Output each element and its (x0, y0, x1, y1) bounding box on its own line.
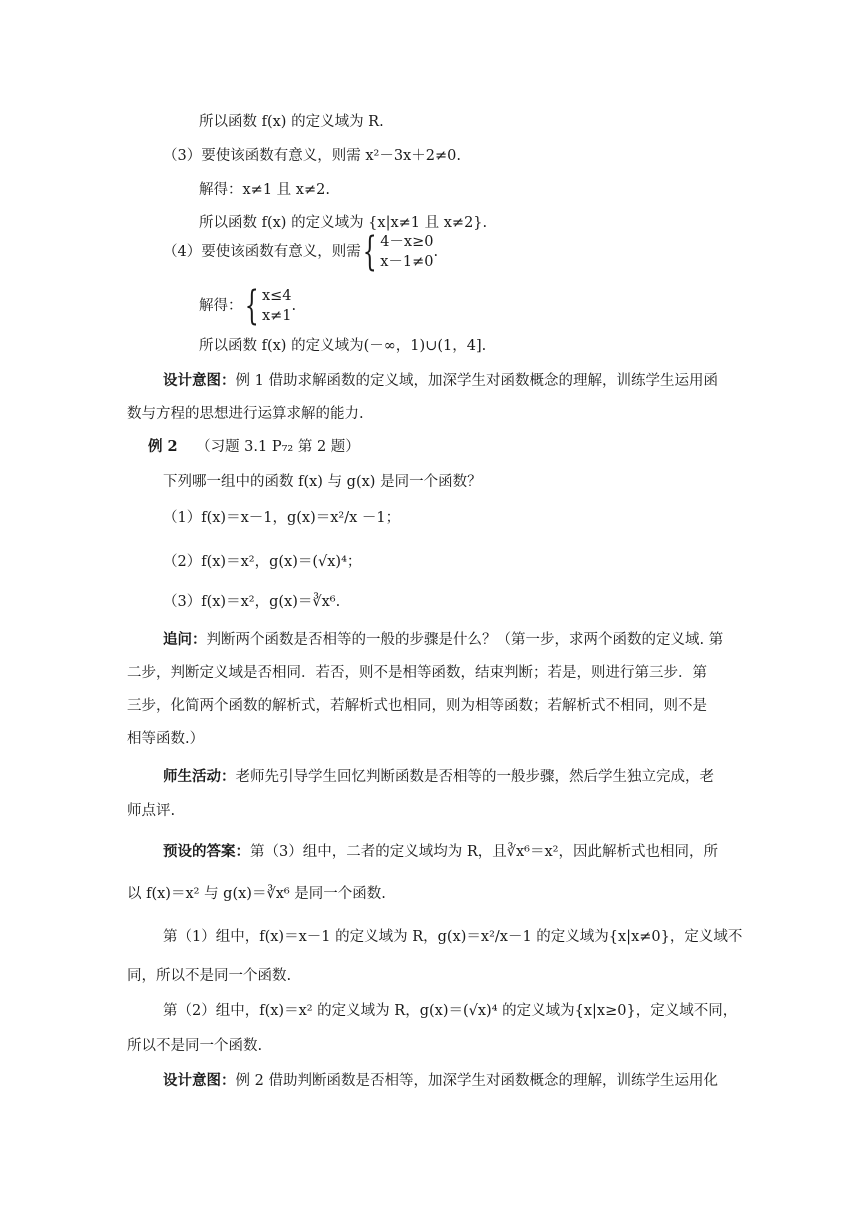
solve-4-prefix: 解得： (199, 298, 243, 314)
follow-up-text: 判断两个函数是否相等的一般的步骤是什么？（第一步，求两个函数的定义域. 第 (206, 632, 724, 648)
system-of-conditions (380, 232, 433, 272)
line-solve-4: 解得：{ x≤4 x≠1 . (199, 283, 297, 329)
question-3: （3）f(x)＝x²，g(x)＝∛x⁶. (163, 594, 341, 610)
design-intent-label: 设计意图： (163, 372, 236, 389)
design-intent-text: 例 1 借助求解函数的定义域，加深学生对函数概念的理解，训练学生运用函 (235, 373, 718, 389)
condition-bottom: x－1≠0 (380, 254, 434, 270)
question-2: （2）f(x)＝x²，g(x)＝(√x)⁴； (163, 554, 362, 570)
answer-text: 第（3）组中，二者的定义域均为 R，且∛x⁶＝x²，因此解析式也相同，所 (250, 844, 718, 860)
design-intent-2-label: 设计意图： (163, 1072, 236, 1089)
example-label: 例 2 (148, 438, 178, 455)
follow-up-1 (163, 630, 723, 650)
line-item-3: （3）要使该函数有意义，则需 x²－3x＋2≠0. (163, 148, 461, 164)
left-brace-icon: { (244, 283, 259, 329)
activity-2: 师点评. (127, 803, 176, 819)
line-domain-r: 所以函数 f(x) 的定义域为 R. (199, 114, 384, 130)
line-domain-4: 所以函数 f(x) 的定义域为(－∞，1)∪(1，4]. (199, 338, 487, 354)
condition-top: 4－x≥0 (380, 234, 434, 250)
group-2-2: 所以不是同一个函数. (127, 1038, 263, 1054)
answer-1 (163, 842, 718, 862)
line-item-4: （4）要使该函数有意义，则需{ 4－x≥0 x－1≠0 . (163, 229, 439, 275)
item-4-prefix: （4）要使该函数有意义，则需 (163, 244, 361, 260)
line-solve-3: 解得：x≠1 且 x≠2. (199, 182, 330, 198)
answer-label: 预设的答案： (163, 843, 250, 860)
left-brace-icon: { (362, 229, 377, 275)
follow-up-4: 相等函数.） (127, 731, 205, 747)
design-intent-1 (163, 371, 718, 391)
line-domain-3: 所以函数 f(x) 的定义域为 {x|x≠1 且 x≠2}. (199, 215, 488, 231)
activity-label: 师生活动： (163, 768, 236, 785)
question-1: （1）f(x)＝x－1，g(x)＝x²/x －1； (163, 510, 401, 526)
activity-1 (163, 767, 714, 787)
follow-up-label: 追问： (163, 631, 207, 648)
design-intent-1-cont: 数与方程的思想进行运算求解的能力. (127, 406, 364, 422)
group-2-1: 第（2）组中，f(x)＝x² 的定义域为 R，g(x)＝(√x)⁴ 的定义域为{x|x≥0}，定义域不同， (163, 1003, 738, 1019)
example-2-heading (148, 437, 360, 457)
group-1-2: 同，所以不是同一个函数. (127, 968, 292, 984)
follow-up-3: 三步，化简两个函数的解析式，若解析式也相同，则为相等函数；若解析式不相同，则不是 (127, 698, 707, 714)
question: 下列哪一组中的函数 f(x) 与 g(x) 是同一个函数？ (163, 474, 482, 490)
example-ref: （习题 3.1 P₇₂ 第 2 题） (196, 439, 360, 455)
design-intent-2-text: 例 2 借助判断函数是否相等，加深学生对函数概念的理解，训练学生运用化 (235, 1073, 718, 1089)
activity-text: 老师先引导学生回忆判断函数是否相等的一般步骤，然后学生独立完成，老 (235, 769, 714, 785)
follow-up-2: 二步，判断定义域是否相同．若否，则不是相等函数，结束判断；若是，则进行第三步．第 (127, 665, 707, 681)
solution-top: x≤4 (261, 288, 292, 304)
solution-bottom: x≠1 (261, 308, 292, 324)
design-intent-2 (163, 1071, 718, 1091)
answer-2: 以 f(x)＝x² 与 g(x)＝∛x⁶ 是同一个函数. (127, 886, 386, 902)
solution-system (262, 286, 292, 326)
group-1-1: 第（1）组中，f(x)＝x－1 的定义域为 R，g(x)＝x²/x－1 的定义域为{x|x≠0}，定义域不 (163, 929, 743, 945)
